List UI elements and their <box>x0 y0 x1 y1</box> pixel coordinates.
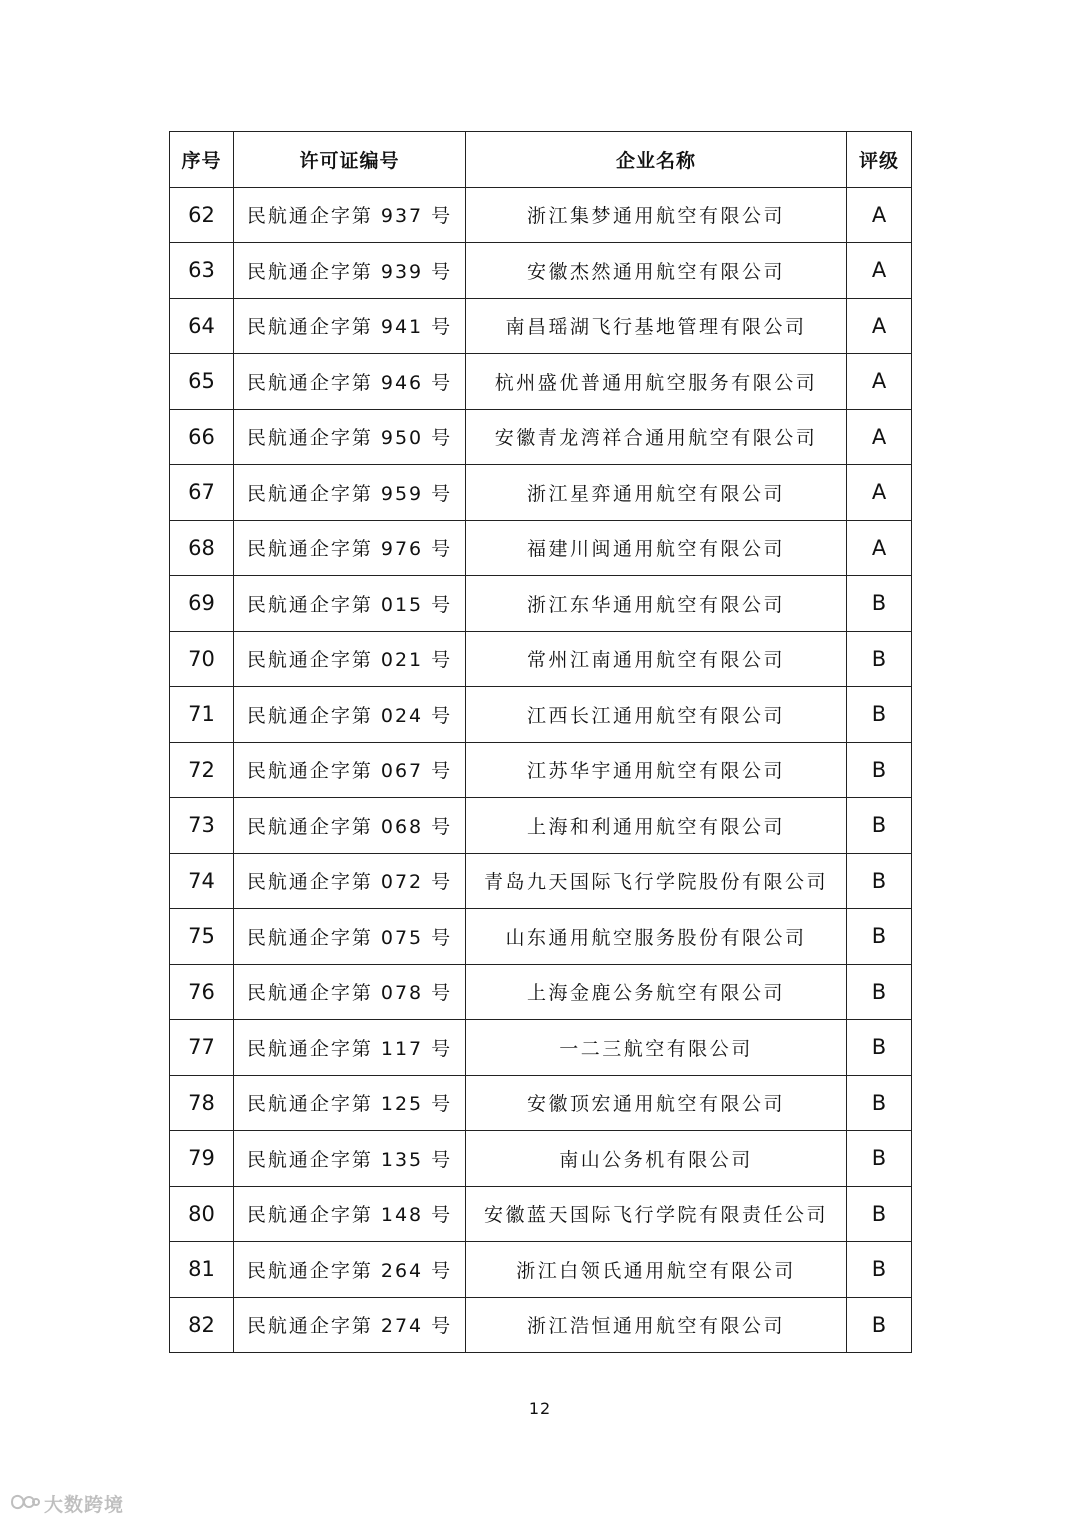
table-row <box>170 354 912 410</box>
header-rating: 评级 <box>847 132 912 188</box>
table-row <box>170 964 912 1020</box>
cell-license-no: 民航通企字第 117 号 <box>234 1020 466 1076</box>
table-row <box>170 187 912 243</box>
table-row <box>170 243 912 299</box>
cell-rating: B <box>847 964 912 1020</box>
cell-license-no: 民航通企字第 015 号 <box>234 576 466 632</box>
cell-serial-no: 64 <box>170 298 234 354</box>
cell-license-no: 民航通企字第 950 号 <box>234 409 466 465</box>
cell-company-name: 青岛九天国际飞行学院股份有限公司 <box>466 853 847 909</box>
table-row <box>170 1075 912 1131</box>
table-row <box>170 1186 912 1242</box>
cell-company-name: 浙江白领氏通用航空有限公司 <box>466 1242 847 1298</box>
cell-company-name: 安徽杰然通用航空有限公司 <box>466 243 847 299</box>
cell-rating: B <box>847 576 912 632</box>
cell-license-no: 民航通企字第 068 号 <box>234 798 466 854</box>
page-number: 12 <box>528 1399 552 1418</box>
cell-rating: B <box>847 1242 912 1298</box>
table-row <box>170 465 912 521</box>
cell-rating: B <box>847 631 912 687</box>
table-row <box>170 520 912 576</box>
cell-company-name: 安徽蓝天国际飞行学院有限责任公司 <box>466 1186 847 1242</box>
cell-serial-no: 70 <box>170 631 234 687</box>
cell-serial-no: 75 <box>170 909 234 965</box>
cell-rating: B <box>847 1020 912 1076</box>
header-row <box>170 132 912 188</box>
watermark-logo-icon <box>8 1491 40 1517</box>
cell-company-name: 一二三航空有限公司 <box>466 1020 847 1076</box>
cell-serial-no: 62 <box>170 187 234 243</box>
table-row <box>170 798 912 854</box>
cell-serial-no: 72 <box>170 742 234 798</box>
cell-serial-no: 77 <box>170 1020 234 1076</box>
cell-serial-no: 74 <box>170 853 234 909</box>
table-body <box>170 187 912 1353</box>
cell-serial-no: 66 <box>170 409 234 465</box>
table-row <box>170 853 912 909</box>
header-license-no: 许可证编号 <box>234 132 466 188</box>
cell-serial-no: 73 <box>170 798 234 854</box>
cell-license-no: 民航通企字第 072 号 <box>234 853 466 909</box>
cell-company-name: 浙江集梦通用航空有限公司 <box>466 187 847 243</box>
cell-rating: B <box>847 1297 912 1353</box>
cell-company-name: 江西长江通用航空有限公司 <box>466 687 847 743</box>
cell-serial-no: 79 <box>170 1131 234 1187</box>
cell-rating: B <box>847 909 912 965</box>
header-company-name: 企业名称 <box>466 132 847 188</box>
cell-license-no: 民航通企字第 264 号 <box>234 1242 466 1298</box>
cell-serial-no: 68 <box>170 520 234 576</box>
cell-rating: A <box>847 520 912 576</box>
cell-rating: B <box>847 1131 912 1187</box>
cell-rating: A <box>847 243 912 299</box>
cell-company-name: 山东通用航空服务股份有限公司 <box>466 909 847 965</box>
cell-company-name: 浙江东华通用航空有限公司 <box>466 576 847 632</box>
table-row <box>170 742 912 798</box>
cell-license-no: 民航通企字第 021 号 <box>234 631 466 687</box>
cell-serial-no: 63 <box>170 243 234 299</box>
table-row <box>170 1131 912 1187</box>
cell-company-name: 福建川闽通用航空有限公司 <box>466 520 847 576</box>
cell-serial-no: 65 <box>170 354 234 410</box>
cell-rating: A <box>847 354 912 410</box>
cell-serial-no: 69 <box>170 576 234 632</box>
cell-license-no: 民航通企字第 937 号 <box>234 187 466 243</box>
cell-rating: A <box>847 465 912 521</box>
cell-rating: A <box>847 298 912 354</box>
table-row <box>170 1242 912 1298</box>
cell-serial-no: 80 <box>170 1186 234 1242</box>
table-row <box>170 687 912 743</box>
cell-license-no: 民航通企字第 148 号 <box>234 1186 466 1242</box>
cell-company-name: 南山公务机有限公司 <box>466 1131 847 1187</box>
cell-company-name: 浙江星弈通用航空有限公司 <box>466 465 847 521</box>
cell-license-no: 民航通企字第 125 号 <box>234 1075 466 1131</box>
cell-company-name: 杭州盛优普通用航空服务有限公司 <box>466 354 847 410</box>
watermark-text: 大数跨境 <box>44 1494 125 1516</box>
cell-license-no: 民航通企字第 941 号 <box>234 298 466 354</box>
cell-serial-no: 81 <box>170 1242 234 1298</box>
rating-table <box>169 131 912 1353</box>
cell-company-name: 江苏华宇通用航空有限公司 <box>466 742 847 798</box>
cell-license-no: 民航通企字第 024 号 <box>234 687 466 743</box>
table-row <box>170 298 912 354</box>
cell-license-no: 民航通企字第 075 号 <box>234 909 466 965</box>
cell-license-no: 民航通企字第 939 号 <box>234 243 466 299</box>
cell-rating: B <box>847 1186 912 1242</box>
cell-license-no: 民航通企字第 976 号 <box>234 520 466 576</box>
cell-rating: B <box>847 742 912 798</box>
cell-company-name: 常州江南通用航空有限公司 <box>466 631 847 687</box>
cell-rating: B <box>847 853 912 909</box>
cell-company-name: 南昌瑶湖飞行基地管理有限公司 <box>466 298 847 354</box>
cell-company-name: 安徽青龙湾祥合通用航空有限公司 <box>466 409 847 465</box>
cell-rating: A <box>847 187 912 243</box>
cell-license-no: 民航通企字第 078 号 <box>234 964 466 1020</box>
watermark <box>8 1490 124 1517</box>
table-row <box>170 1020 912 1076</box>
cell-serial-no: 71 <box>170 687 234 743</box>
cell-license-no: 民航通企字第 135 号 <box>234 1131 466 1187</box>
cell-company-name: 上海和利通用航空有限公司 <box>466 798 847 854</box>
cell-license-no: 民航通企字第 946 号 <box>234 354 466 410</box>
cell-license-no: 民航通企字第 959 号 <box>234 465 466 521</box>
cell-rating: B <box>847 1075 912 1131</box>
cell-serial-no: 82 <box>170 1297 234 1353</box>
cell-rating: A <box>847 409 912 465</box>
cell-license-no: 民航通企字第 067 号 <box>234 742 466 798</box>
header-serial-no: 序号 <box>170 132 234 188</box>
table-row <box>170 409 912 465</box>
cell-license-no: 民航通企字第 274 号 <box>234 1297 466 1353</box>
table-row <box>170 1297 912 1353</box>
table-row <box>170 576 912 632</box>
cell-serial-no: 78 <box>170 1075 234 1131</box>
cell-rating: B <box>847 798 912 854</box>
cell-rating: B <box>847 687 912 743</box>
cell-company-name: 上海金鹿公务航空有限公司 <box>466 964 847 1020</box>
cell-company-name: 安徽顶宏通用航空有限公司 <box>466 1075 847 1131</box>
cell-serial-no: 76 <box>170 964 234 1020</box>
cell-serial-no: 67 <box>170 465 234 521</box>
cell-company-name: 浙江浩恒通用航空有限公司 <box>466 1297 847 1353</box>
table-row <box>170 909 912 965</box>
table-row <box>170 631 912 687</box>
table-header <box>170 132 912 188</box>
